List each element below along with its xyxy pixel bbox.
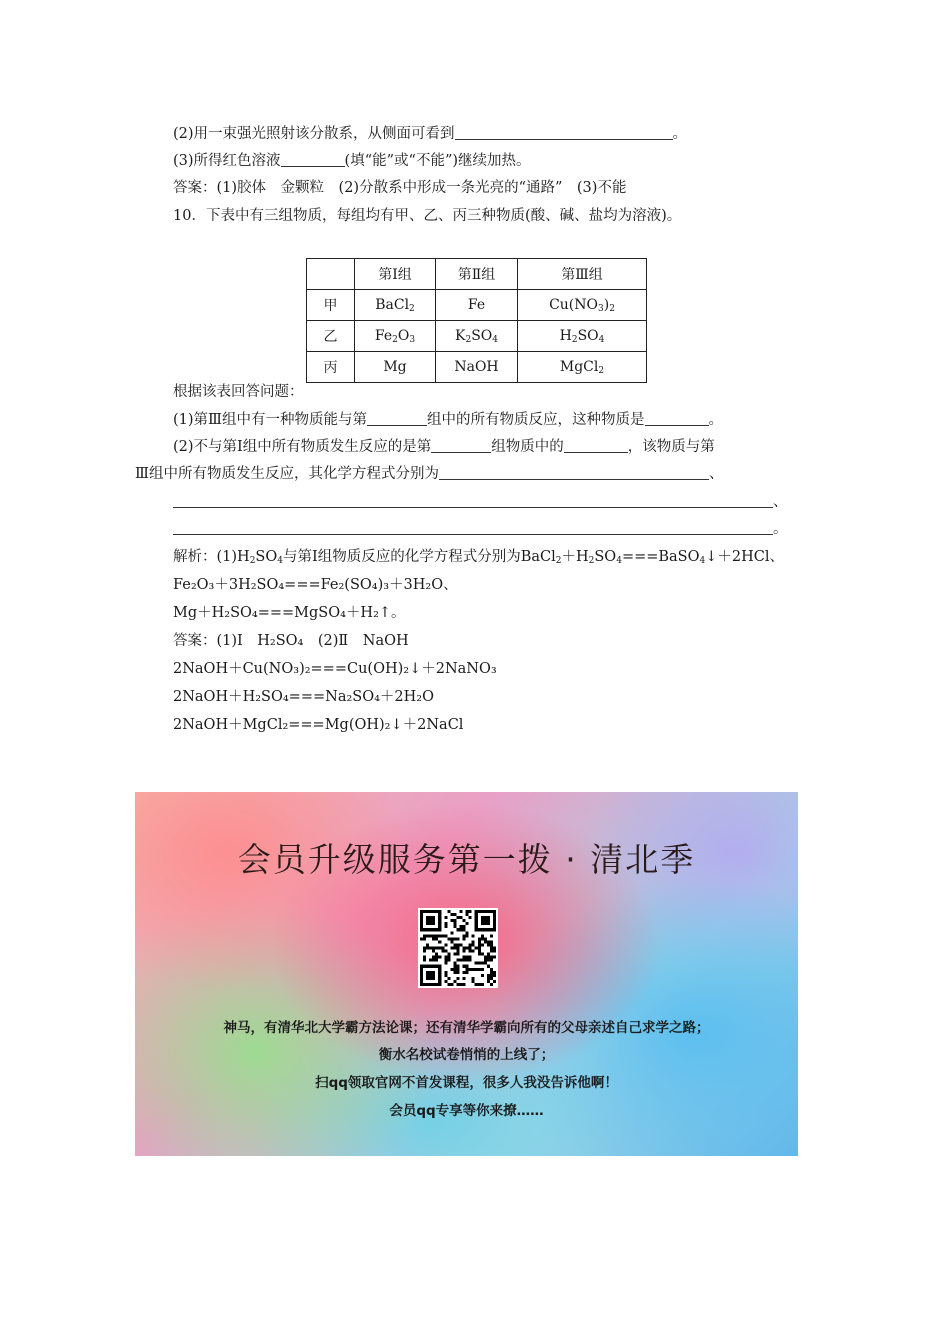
banner-title: 会员升级服务第一拨 · 清北季 xyxy=(237,840,696,879)
table-cell: $K_2SO_4$ xyxy=(436,321,518,352)
analysis-line-2: Fe₂O₃＋3H₂SO₄===Fe₂(SO₄)₃＋3H₂O、 xyxy=(173,577,458,593)
answer-blank[interactable] xyxy=(439,465,709,480)
q10-part2-line4: 。 xyxy=(173,519,788,539)
table-header-row xyxy=(307,259,647,290)
analysis-line-3: Mg＋H₂SO₄===MgSO₄＋H₂↑。 xyxy=(173,605,406,621)
substance-table xyxy=(306,258,647,383)
row-label: 甲 xyxy=(307,290,355,321)
q10-part1: (1)第Ⅲ组中有一种物质能与第 组中的所有物质反应，这种物质是 。 xyxy=(173,412,724,428)
answer-blank[interactable] xyxy=(645,411,709,426)
q10-part2: (2)不与第Ⅰ组中所有物质发生反应的是第 组物质中的 ，该物质与第 xyxy=(173,439,715,455)
table-header: 第Ⅰ组 xyxy=(355,259,436,290)
row-label: 乙 xyxy=(307,321,355,352)
table-corner xyxy=(307,259,355,290)
table-cell: $H_2SO_4$ xyxy=(518,321,647,352)
banner-line-3: 扫qq领取官网不首发课程，很多人我没告诉他啊！ xyxy=(315,1075,618,1091)
table-cell: BaCl$_2$ xyxy=(355,290,436,321)
answer-blank[interactable] xyxy=(455,125,673,140)
row-label: 丙 xyxy=(307,352,355,383)
analysis-line-1: 解析：$(1)H_2SO_4$与第Ⅰ组物质反应的化学方程式分别为$BaCl_2+H_2SO_4===BaSO_4↓+2HCl$、 xyxy=(173,549,785,566)
q9-answer: 答案：(1)胶体 金颗粒 (2)分散系中形成一条光亮的“通路” (3)不能 xyxy=(173,180,627,196)
table-header: 第Ⅱ组 xyxy=(436,259,518,290)
table-cell: $Cu(NO_3)_2$ xyxy=(518,290,647,321)
table-row xyxy=(307,290,647,321)
table-cell: $Fe_2O_3$ xyxy=(355,321,436,352)
answer-blank[interactable] xyxy=(173,493,773,508)
answer-blank[interactable] xyxy=(564,438,628,453)
answer-blank[interactable] xyxy=(431,438,491,453)
answer-blank[interactable] xyxy=(281,152,345,167)
table-cell: Mg xyxy=(355,352,436,383)
table-cell: MgCl$_2$ xyxy=(518,352,647,383)
q10-prompt: 根据该表回答问题： xyxy=(173,384,304,400)
q9-part3: (3)所得红色溶液 (填“能”或“不能”)继续加热。 xyxy=(173,153,531,169)
table-cell: Fe xyxy=(436,290,518,321)
answer-blank[interactable] xyxy=(367,411,427,426)
q9-part2: (2)用一束强光照射该分散系，从侧面可看到 。 xyxy=(173,126,688,142)
banner-line-4: 会员qq专享等你来撩…… xyxy=(389,1103,544,1119)
q10-stem: 10．下表中有三组物质，每组均有甲、乙、丙三种物质(酸、碱、盐均为溶液)。 xyxy=(173,208,682,224)
answer-blank[interactable] xyxy=(173,520,773,535)
banner-line-1: 神马，有清华北大学霸方法论课；还有清华学霸向所有的父母亲述自己求学之路； xyxy=(223,1020,710,1036)
equation-1: 2NaOH＋Cu(NO₃)₂===Cu(OH)₂↓＋2NaNO₃ xyxy=(173,661,497,677)
q10-part2-line3: 、 xyxy=(173,492,788,512)
table-cell: NaOH xyxy=(436,352,518,383)
banner-line-2: 衡水名校试卷悄悄的上线了； xyxy=(378,1047,555,1063)
table-header: 第Ⅲ组 xyxy=(518,259,647,290)
equation-2: 2NaOH＋H₂SO₄===Na₂SO₄＋2H₂O xyxy=(173,689,434,705)
answer-line: 答案：(1)Ⅰ H₂SO₄ (2)Ⅱ NaOH xyxy=(173,633,409,649)
promo-banner[interactable] xyxy=(135,792,798,1156)
table-row xyxy=(307,352,647,383)
qr-code-icon[interactable] xyxy=(418,908,498,988)
equation-3: 2NaOH＋MgCl₂===Mg(OH)₂↓＋2NaCl xyxy=(173,717,464,733)
q10-part2-line2: Ⅲ组中所有物质发生反应，其化学方程式分别为 、 xyxy=(135,466,724,482)
table-row xyxy=(307,321,647,352)
